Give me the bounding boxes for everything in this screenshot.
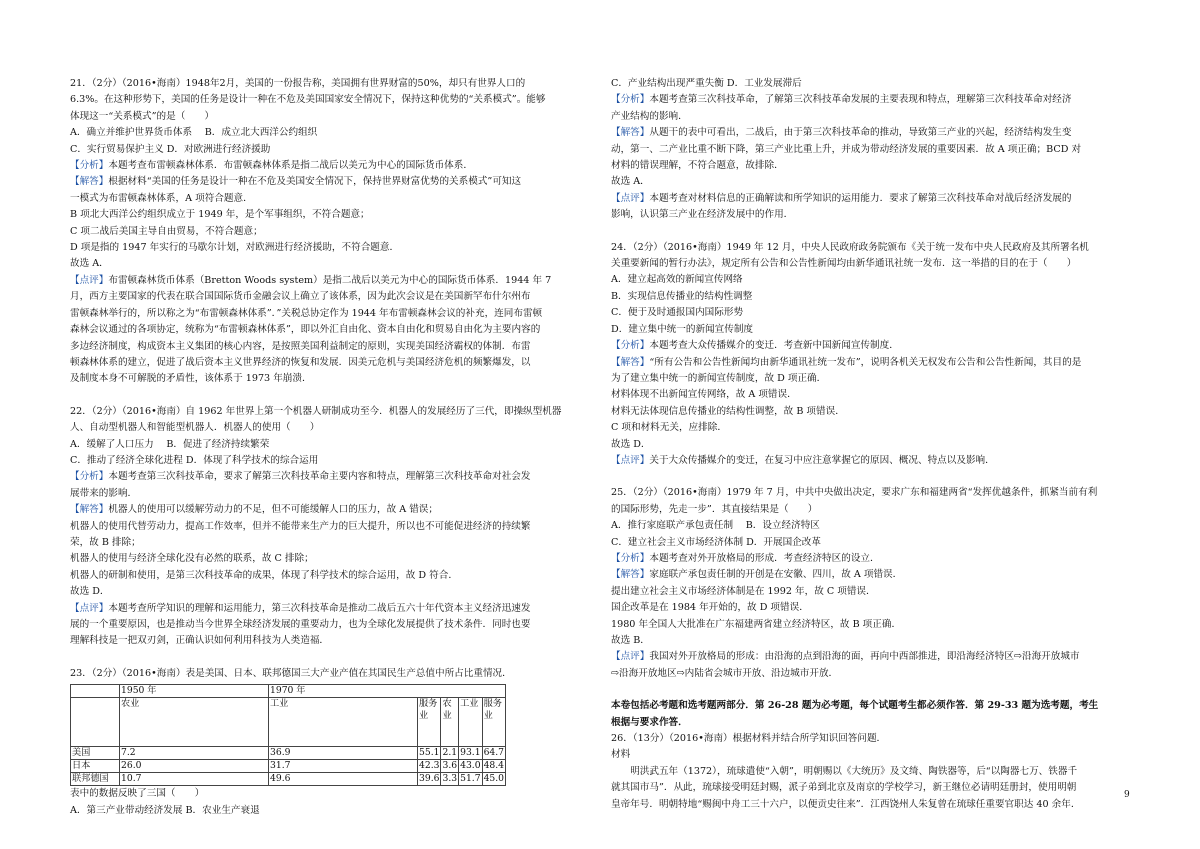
material-line: 皇帝年号．明朝特地“赐闽中舟工三十六户，以便贡史往来”．江西饶州人朱复曾在琉球任重要官职达 40 余年． (611, 798, 1081, 810)
q23-answer-line: 动，第一、二产业比重不断下降，第三产业比重上升，并成为带动经济发展的重要因素．故 A 项正确；BCD 对 (611, 143, 1082, 155)
q24-answer-line: 材料无法体现信息传播业的结构性调整，故 B 项错误． (611, 405, 845, 417)
q24-answer-line: 为了建立集中统一的新闻宣传制度，故 D 项正确． (611, 372, 827, 384)
q23-answer-line: 故选 A． (611, 176, 650, 188)
table-row (71, 773, 506, 786)
q22-option: A．缓解了人口压力 B．促进了经济持续繁荣 (70, 438, 270, 450)
q22-option: C．推动了经济全球化进程 D．体现了科学技术的综合运用 (70, 454, 319, 466)
q24-comment: 【点评】关于大众传播媒介的变迁，在复习中应注意掌握它的原因、概况、特点以及影响． (611, 454, 995, 466)
table-cell: 43.0 (460, 760, 481, 772)
analysis-tag: 【分析】 (70, 471, 109, 483)
section-26 (611, 698, 1131, 813)
q25-comment: 【点评】我国对外开放格局的形成：由沿海的点到沿海的面，再向中西部推进，即沿海经济特区⇨沿海开放城市 (611, 651, 1080, 663)
q25-answer-line: 提出建立社会主义市场经济体制是在 1992 年，故 C 项错误． (611, 585, 876, 597)
material-line: 就其国市马”．从此，琉球接受明廷封赐，派子弟到北京及南京的学校学习，新王继位必请明廷册封，使用明朝 (611, 782, 1077, 794)
q22-analysis: 【分析】本题考查第三次科技革命，要求了解第三次科技革命主要内容和特点，理解第三次科技革命对社会发 (70, 471, 531, 483)
q25-line: 25．（2分）（2016•海南）1979 年 7 月，中共中央做出决定，要求广东和福建两省“发挥优越条件，抓紧当前有利 (611, 487, 1098, 499)
table-header: 1970 年 (269, 685, 506, 698)
table-cell: 31.7 (269, 760, 418, 773)
question-25 (611, 485, 1131, 682)
q23-comment: 【点评】本题考查对材料信息的正确解读和所学知识的运用能力．要求了解第三次科技革命对战后经济发展的 (611, 192, 1072, 204)
table-cell: 日本 (71, 760, 120, 773)
answer-tag: 【解答】 (611, 569, 650, 581)
section-note: 根据与要求作答． (611, 716, 688, 728)
q22-answer-line: 荣，故 B 排除； (70, 536, 141, 548)
q21-comment-line: 及制度本身不可解脱的矛盾性，该体系于 1973 年崩溃． (70, 373, 312, 385)
q25-answer: 【解答】家庭联产承包责任制的开创是在安徽、四川，故 A 项错误． (611, 569, 903, 581)
q22-answer: 【解答】机器人的使用可以缓解劳动力的不足，但不可能缓解人口的压力，故 A 错误； (70, 504, 438, 516)
q23-option: C．产业结构出现严重失衡 D．工业发展滞后 (611, 78, 802, 89)
table-header: 服务业 (418, 698, 441, 747)
q21-analysis: 【分析】本题考查布雷顿森林体系．布雷顿森林体系是指二战后以美元为中心的国际货币体系． (70, 160, 473, 172)
page-number: 9 (1124, 790, 1130, 800)
question-22 (70, 404, 590, 650)
table-cell: 39.6 (419, 773, 440, 785)
table-cell: 美国 (71, 747, 120, 760)
q24-analysis: 【分析】本题考查大众传播媒介的变迁．考查新中国新闻宣传制度． (611, 340, 899, 352)
table-cell: 联邦德国 (71, 773, 120, 786)
comment-tag: 【点评】 (611, 454, 650, 466)
question-24 (611, 240, 1131, 470)
q23-stem: 表中的数据反映了三国（ ） (70, 788, 205, 800)
table-header: 工业 (269, 698, 418, 747)
answer-tag: 【解答】 (611, 356, 650, 368)
q21-option: A．确立并维护世界货币体系 B．成立北大西洋公约组织 (70, 127, 318, 139)
comment-tag: 【点评】 (70, 274, 109, 286)
q21-answer: 【解答】根据材料“美国的任务是设计一种在不危及美国安全情况下，保持世界财富优势的关系模式”可知这 (70, 176, 522, 188)
table-header: 服务业 (482, 698, 505, 747)
q21-comment-line: 月，西方主要国家的代表在联合国国际货币金融会议上确立了该体系，因为此次会议是在美国新罕布什尔州布 (70, 291, 531, 303)
q25-answer-line: 国企改革是在 1984 年开始的，故 D 项错误． (611, 602, 809, 614)
q24-answer: 【解答】“所有公告和公告性新闻均由新华通讯社统一发布”，说明各机关无权发布公告和公告性新闻，其目的是 (611, 356, 1082, 368)
q22-answer-line: 机器人的使用代替劳动力，提高工作效率，但并不能带来生产力的巨大提升，所以也不可能促进经济的持续繁 (70, 520, 531, 532)
material-line: 明洪武五年（1372），琉球遣使“入朝”，明朝赐以《大统历》及文绮、陶铁器等，后“以陶器七万、铁器千 (630, 765, 1078, 777)
analysis-tag: 【分析】 (70, 160, 109, 172)
q22-line: 人、自动型机器人和智能型机器人．机器人的使用（ ） (70, 422, 320, 434)
q25-comment-line: ⇨沿海开放地区⇨内陆省会城市开放、沿边城市开放． (611, 667, 839, 679)
table-cell: 49.6 (269, 773, 418, 786)
question-23-continued (611, 76, 1131, 224)
analysis-tag: 【分析】 (611, 94, 650, 106)
comment-tag: 【点评】 (611, 192, 650, 204)
table-cell: 10.7 (120, 773, 269, 786)
analysis-tag: 【分析】 (611, 552, 650, 564)
table-cell: 93.1 (460, 747, 481, 759)
q25-line: 的国际形势，先走一步”．其直接结果是（ ） (611, 503, 818, 515)
q23-analysis: 【分析】本题考查第三次科技革命，了解第三次科技革命发展的主要表现和特点，理解第三次科技革命对经济 (611, 94, 1072, 106)
q24-line: 24．（2分）（2016•海南）1949 年 12 月，中央人民政府政务院颁布《关于统一发布中央人民政府及其所署名机 (611, 241, 1089, 253)
answer-tag: 【解答】 (70, 176, 109, 188)
section-note: 本卷包括必考题和选考题两部分．第 26-28 题为必考题，每个试题考生都必须作答．第 29-33 题为选考题，考生 (611, 700, 1099, 712)
table-cell: 3.3 (442, 773, 458, 785)
analysis-tag: 【分析】 (611, 340, 650, 352)
q24-answer-line: 故选 D． (611, 438, 651, 450)
comment-tag: 【点评】 (70, 602, 109, 614)
q21-answer-line: C 项二战后美国主导自由贸易，不符合题意； (70, 225, 263, 237)
table-cell: 36.9 (269, 747, 418, 760)
q24-option: B．实现信息传播业的结构性调整 (611, 290, 753, 302)
q23-intro: 23．（2分）（2016•海南）表是美国、日本、联邦德国三大产业产值在其国民生产总值中所占比重情况． (70, 667, 512, 679)
q22-comment-line: 展的一个重要原因，也是推动当今世界全球经济发展的重要动力，也为全球化发展提供了技术条件．同时也要 (70, 619, 531, 630)
material-label: 材料 (611, 749, 631, 761)
q23-answer-line: 材料的错误理解，不符合题意，故排除． (611, 160, 784, 172)
q24-answer-line: C 项和材料无关，应排除． (611, 422, 727, 434)
comment-tag: 【点评】 (611, 651, 650, 663)
answer-tag: 【解答】 (611, 127, 650, 139)
table-cell: 51.7 (460, 773, 481, 785)
q21-comment-line: 顿森林体系的建立，促进了战后资本主义世界经济的恢复和发展．因美元危机与美国经济危机的频繁爆发，以 (70, 356, 531, 368)
table-header: 农业 (441, 698, 459, 747)
q22-answer-line: 机器人的使用与经济全球化没有必然的联系，故 C 排除； (70, 553, 314, 565)
question-23 (70, 666, 590, 819)
q22-line: 22．（2分）（2016•海南）自 1962 年世界上第一个机器人研制成功至今．机器人的发展经历了三代，即操纵型机器 (70, 405, 562, 417)
question-21 (70, 76, 590, 388)
q23-comment-line: 影响，认识第三产业在经济发展中的作用． (611, 209, 794, 221)
q23-analysis-line: 产业结构的影响． (611, 110, 688, 122)
q21-line: 6.3%。在这种形势下，美国的任务是设计一种在不危及美国国家安全情况下，保持这种优势的“关系模式”。能够 (70, 94, 546, 106)
q25-option: A．推行家庭联产承包责任制 B．设立经济特区 (611, 520, 820, 532)
q21-answer-line: D 项是指的 1947 年实行的马歇尔计划，对欧洲进行经济援助，不符合题意． (70, 242, 400, 254)
q22-comment-line: 理解科技是一把双刃剑，正确认识如何利用科技为人类造福． (70, 635, 330, 647)
q25-option: C．建立社会主义市场经济体制 D．开展国企改革 (611, 536, 821, 548)
q21-line: 体现这一“关系模式”的是（ ） (70, 110, 215, 122)
q21-comment-line: 森林会议通过的各项协定，统称为“布雷顿森林体系”，即以外汇自由化、资本自由化和贸易自由化为主要内容的 (70, 324, 541, 336)
q25-analysis: 【分析】本题考查对外开放格局的形成．考查经济特区的设立． (611, 552, 880, 564)
q25-answer-line: 1980 年全国人大批准在广东福建两省建立经济特区，故 B 项正确． (611, 618, 902, 630)
table-cell: 2.1 (442, 747, 458, 759)
right-column (611, 76, 1131, 813)
table-cell: 7.2 (120, 747, 269, 760)
answer-tag: 【解答】 (70, 504, 109, 516)
table-cell: 26.0 (120, 760, 269, 773)
q22-answer-line: 机器人的研制和使用，是第三次科技革命的成果，体现了科学技术的综合运用，故 D 符合． (70, 569, 458, 581)
q23-option: A．第三产业带动经济发展 B．农业生产衰退 (70, 804, 260, 816)
q21-answer-line: B 项北大西洋公约组织成立于 1949 年，是个军事组织，不符合题意； (70, 209, 370, 221)
q21-answer-line: 故选 A． (70, 258, 109, 270)
table-cell: 48.4 (483, 760, 505, 772)
q24-answer-line: 材料体现不出新闻宣传网络，故 A 项错误． (611, 389, 797, 401)
q25-answer-line: 故选 B． (611, 635, 650, 646)
q21-line: 21．（2分）（2016•海南）1948年2月，美国的一份报告称，美国拥有世界财富的50%，却只有世界人口的 (70, 78, 526, 89)
table-header: 1950 年 (120, 685, 269, 698)
q24-option: D．建立集中统一的新闻宣传制度 (611, 323, 754, 335)
q21-option: C．实行贸易保护主义 D．对欧洲进行经济援助 (70, 143, 271, 155)
q21-comment: 【点评】布雷顿森林货币体系（Bretton Woods system）是指二战后以美元为中心的国际货币体系．1944 年 7 (70, 274, 552, 286)
table-cell: 3.6 (442, 760, 458, 772)
q23-answer: 【解答】从题干的表中可看出，二战后，由于第三次科技革命的推动，导致第三产业的兴起，经济结构发生变 (611, 127, 1072, 139)
q21-comment-line: 多边经济制度，构成资本主义集团的核心内容，是按照美国利益制定的原则，实现美国经济霸权的体制．布雷 (70, 340, 531, 352)
left-column (70, 76, 590, 819)
table-header: 农业 (120, 698, 269, 747)
table-cell: 55.1 (419, 747, 440, 759)
table-header: 工业 (459, 698, 482, 747)
q26-title: 26．（13分）（2016•海南）根据材料并结合所学知识回答问题． (611, 733, 887, 745)
table-row (71, 698, 506, 747)
table-cell: 64.7 (483, 747, 505, 759)
q21-answer-line: 一模式为布雷顿森林体系，A 项符合题意． (70, 192, 253, 204)
q24-line: 关重要新闻的暂行办法》，规定所有公告和公告性新闻均由新华通讯社统一发布．这一举措的目的在于（ ） (611, 258, 1077, 270)
q22-answer-line: 故选 D． (70, 586, 110, 598)
q24-option: C．便于及时通报国内国际形势 (611, 307, 744, 319)
table-row (71, 685, 506, 698)
q22-analysis-line: 展带来的影响． (70, 487, 138, 499)
industry-share-table (70, 684, 506, 786)
table-row (71, 747, 506, 760)
table-cell: 45.0 (483, 773, 505, 785)
table-row (71, 760, 506, 773)
table-cell: 42.3 (419, 760, 440, 772)
q24-option: A．建立起高效的新闻宣传网络 (611, 274, 743, 286)
q21-comment-line: 雷顿森林举行的，所以称之为“布雷顿森林体系”．”关税总协定作为 1944 年布雷顿森林会议的补充，连同布雷顿 (70, 307, 543, 319)
q22-comment: 【点评】本题考查所学知识的理解和运用能力，第三次科技革命是推动二战后五六十年代资本主义经济迅速发 (70, 602, 531, 614)
